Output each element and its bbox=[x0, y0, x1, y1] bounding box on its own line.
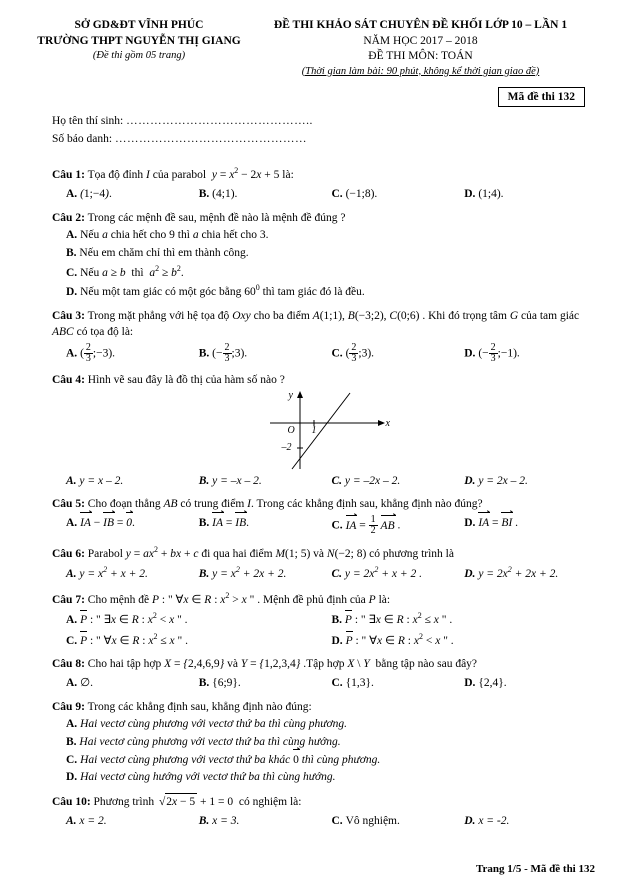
header-page-count: (Đề thi gồm 05 trang) bbox=[92, 50, 186, 62]
linear-graph bbox=[230, 391, 420, 471]
candidate-name-line bbox=[52, 113, 597, 131]
candidate-id-block bbox=[0, 107, 631, 149]
question-5-text: Cho đoạn thẳng AB có trung điểm I. Trong các khẳng định sau, khẳng định nào đúng? bbox=[87, 498, 483, 511]
question-2-text: Trong các mệnh đề sau, mệnh đề nào là mệnh đề đúng ? bbox=[87, 211, 346, 224]
question-2-title bbox=[52, 210, 597, 227]
option-b[interactable]: B. Hai vectơ cùng phương với vectơ thứ ba thì cùng hướng. bbox=[66, 736, 341, 749]
question-5-options bbox=[52, 515, 597, 537]
question-3-options bbox=[52, 343, 597, 365]
option-d[interactable]: D. Nếu một tam giác có một góc bằng $60^0$ thì tam giác đó là đều. bbox=[66, 283, 365, 298]
question-7-text: Cho mệnh đề P : " ∀x ∈ R : $x^2 > x$ " . Mệnh đề phủ định của P là: bbox=[87, 590, 391, 606]
question-3-label: Câu 3: bbox=[52, 309, 85, 322]
question-7-options-row1 bbox=[52, 610, 597, 629]
option-d[interactable]: D. IA = BI . bbox=[464, 515, 597, 537]
candidate-number-input[interactable]: ………………………………………… bbox=[114, 132, 307, 145]
graph-tick-x-label: 1 bbox=[311, 424, 317, 436]
graph-svg bbox=[230, 391, 420, 471]
question-2-options bbox=[52, 227, 597, 300]
question-8-options bbox=[52, 675, 597, 692]
option-b[interactable]: B. (4;1). bbox=[198, 187, 238, 200]
page-footer: Trang 1/5 - Mã đề thi 132 bbox=[476, 863, 595, 875]
question-7-label: Câu 7: bbox=[52, 593, 85, 606]
question-10 bbox=[52, 793, 597, 829]
question-10-label: Câu 10: bbox=[52, 796, 91, 809]
question-6 bbox=[52, 544, 597, 583]
option-d[interactable]: D. x = -2. bbox=[464, 814, 510, 827]
question-4-options bbox=[52, 473, 597, 490]
question-9 bbox=[52, 699, 597, 786]
graph-origin-label: O bbox=[287, 424, 295, 436]
question-10-title bbox=[52, 793, 597, 811]
question-4-figure bbox=[52, 391, 597, 471]
question-5-title bbox=[52, 496, 597, 513]
option-b[interactable]: B. y = –x – 2. bbox=[198, 474, 262, 487]
header-subject: ĐỀ THI MÔN: TOÁN bbox=[368, 50, 473, 63]
option-a[interactable]: A. y = x – 2. bbox=[66, 474, 124, 487]
option-c[interactable]: C. y = –2x – 2. bbox=[331, 474, 401, 487]
question-6-title bbox=[52, 544, 597, 563]
question-3-title bbox=[52, 308, 597, 341]
graph-x-label: x bbox=[385, 417, 390, 429]
option-a[interactable]: A. Nếu a chia hết cho 9 thì a chia hết cho 3. bbox=[66, 229, 269, 242]
option-b[interactable]: B. x = 3. bbox=[198, 814, 240, 827]
candidate-name-label: Họ tên thí sinh: bbox=[52, 114, 124, 127]
option-c[interactable]: C. (−1;8). bbox=[331, 187, 378, 200]
graph-y-label: y bbox=[288, 389, 293, 401]
question-8-label: Câu 8: bbox=[52, 658, 85, 671]
option-c[interactable]: C. IA = $\frac{1}{2}$ AB . bbox=[331, 513, 401, 537]
question-9-options bbox=[52, 716, 597, 786]
questions-container bbox=[0, 148, 631, 829]
option-d[interactable]: D. P : " ∀x ∈ R : $x^2 < x$ " . bbox=[332, 631, 598, 650]
question-8-title bbox=[52, 656, 597, 673]
question-2 bbox=[52, 210, 597, 301]
option-d[interactable]: D. Hai vectơ cùng hướng với vectơ thứ ba thì cùng hướng. bbox=[66, 771, 336, 784]
question-1-title bbox=[52, 165, 597, 184]
option-c[interactable]: C. P : " ∀x ∈ R : $x^2 \le x$ " . bbox=[66, 631, 332, 650]
header-school-block bbox=[34, 18, 244, 79]
question-6-options bbox=[52, 564, 597, 583]
option-d[interactable]: D. $y = 2x^2 + 2x + 2$. bbox=[464, 565, 559, 581]
question-4-label: Câu 4: bbox=[52, 373, 85, 386]
question-5 bbox=[52, 496, 597, 537]
question-6-text: Parabol $y = ax^2$ + bx + c đi qua hai điểm M(1; 5) và N(−2; 8) có phương trình là bbox=[87, 544, 454, 560]
question-6-label: Câu 6: bbox=[52, 547, 85, 560]
question-8 bbox=[52, 656, 597, 691]
question-10-text: Phương trình √2x − 5 + 1 = 0 có nghiệm là: bbox=[94, 796, 302, 808]
question-4-title bbox=[52, 372, 597, 389]
option-a[interactable]: A. x = 2. bbox=[66, 814, 107, 827]
option-a[interactable]: A. $y = x^2 + x + 2$. bbox=[66, 565, 148, 581]
option-b[interactable]: B. $y = x^2 + 2x + 2$. bbox=[198, 565, 287, 581]
header-school-year: NĂM HỌC 2017 – 2018 bbox=[363, 34, 478, 47]
option-a[interactable]: A. ∅. bbox=[66, 677, 93, 690]
page-header bbox=[0, 0, 631, 79]
option-b[interactable]: B. P : " ∃x ∈ R : $x^2 \le x$ " . bbox=[332, 610, 598, 629]
option-c[interactable]: C. Nếu a ≥ b thì $a^2 \ge b^2$. bbox=[66, 263, 184, 279]
option-a[interactable]: A. Hai vectơ cùng phương với vectơ thứ ba thì cùng phương. bbox=[66, 718, 348, 731]
question-9-text: Trong các khẳng định sau, khẳng định nào đúng: bbox=[87, 700, 312, 713]
exam-code-box: Mã đề thi 132 bbox=[498, 87, 585, 107]
question-8-text: Cho hai tập hợp X = {2,4,6,9} và Y = {1,2,3,4} .Tập hợp X \ Y bằng tập nào sau đây? bbox=[87, 658, 478, 671]
candidate-number-label: Số báo danh: bbox=[52, 132, 113, 145]
question-1 bbox=[52, 165, 597, 202]
question-3 bbox=[52, 308, 597, 365]
option-a[interactable]: A. IA − IB = 0. bbox=[66, 515, 199, 537]
question-7-title bbox=[52, 590, 597, 609]
question-5-label: Câu 5: bbox=[52, 498, 85, 511]
candidate-number-line bbox=[52, 131, 597, 149]
option-d[interactable]: D. y = 2x – 2. bbox=[464, 474, 528, 487]
question-9-title bbox=[52, 699, 597, 716]
exam-code-row bbox=[0, 79, 631, 107]
option-a[interactable]: A. P : " ∃x ∈ R : $x^2 < x$ " . bbox=[66, 610, 332, 629]
option-d[interactable]: D. {2,4}. bbox=[464, 677, 507, 690]
question-1-options bbox=[52, 186, 597, 203]
option-a[interactable]: A. (1;−4). bbox=[66, 187, 112, 200]
option-c[interactable]: C. ( $\frac{2}{3}$ ;3). bbox=[331, 341, 375, 365]
option-a[interactable]: A. ( $\frac{2}{3}$ ;−3). bbox=[66, 341, 116, 365]
option-b[interactable]: B. {6;9}. bbox=[198, 677, 241, 690]
option-d[interactable]: D. (1;4). bbox=[464, 187, 504, 200]
option-c[interactable]: C. Vô nghiệm. bbox=[331, 814, 400, 827]
header-exam-title: ĐỀ THI KHẢO SÁT CHUYÊN ĐỀ KHỐI LỚP 10 – LẦN 1 bbox=[273, 19, 568, 31]
header-school: TRƯỜNG THPT NGUYỄN THỊ GIANG bbox=[37, 34, 241, 47]
question-10-options bbox=[52, 813, 597, 830]
header-exam-block bbox=[244, 18, 597, 79]
question-7 bbox=[52, 590, 597, 650]
question-1-text: Tọa độ đỉnh I của parabol $y = x^2 - 2x + 5$ là: bbox=[87, 166, 294, 182]
option-b[interactable]: B. Nếu em chăm chỉ thì em thành công. bbox=[66, 246, 249, 259]
question-3-text: Trong mặt phẳng với hệ tọa độ Oxy cho ba điểm A(1;1), B(−3;2), C(0;6) . Khi đó trọng tâm G của tam giác ABC có tọa độ là: bbox=[52, 309, 580, 339]
option-b[interactable]: B. (− $\frac{2}{3}$ ;3). bbox=[198, 341, 248, 365]
header-duration: (Thời gian làm bài: 90 phút, không kể thời gian giao đề) bbox=[301, 65, 540, 77]
question-7-options-row2 bbox=[52, 631, 597, 650]
question-4 bbox=[52, 372, 597, 489]
question-1-label: Câu 1: bbox=[52, 169, 85, 182]
question-4-text: Hình vẽ sau đây là đồ thị của hàm số nào ? bbox=[87, 373, 285, 386]
option-b[interactable]: B. IA = IB. bbox=[199, 515, 332, 537]
option-d[interactable]: D. (− $\frac{2}{3}$ ;−1). bbox=[464, 341, 520, 365]
question-9-label: Câu 9: bbox=[52, 700, 85, 713]
option-c[interactable]: C. $y = 2x^2 + x + 2$ . bbox=[331, 565, 423, 581]
header-department: SỞ GD&ĐT VĨNH PHÚC bbox=[74, 19, 204, 31]
question-2-label: Câu 2: bbox=[52, 211, 85, 224]
option-c[interactable]: C. Hai vectơ cùng phương với vectơ thứ ba khác 0 thì cùng phương. bbox=[66, 752, 597, 769]
graph-tick-y-label: –2 bbox=[281, 441, 292, 453]
candidate-name-input[interactable]: ……………………………………….. bbox=[126, 114, 313, 127]
option-c[interactable]: C. {1,3}. bbox=[331, 677, 374, 690]
